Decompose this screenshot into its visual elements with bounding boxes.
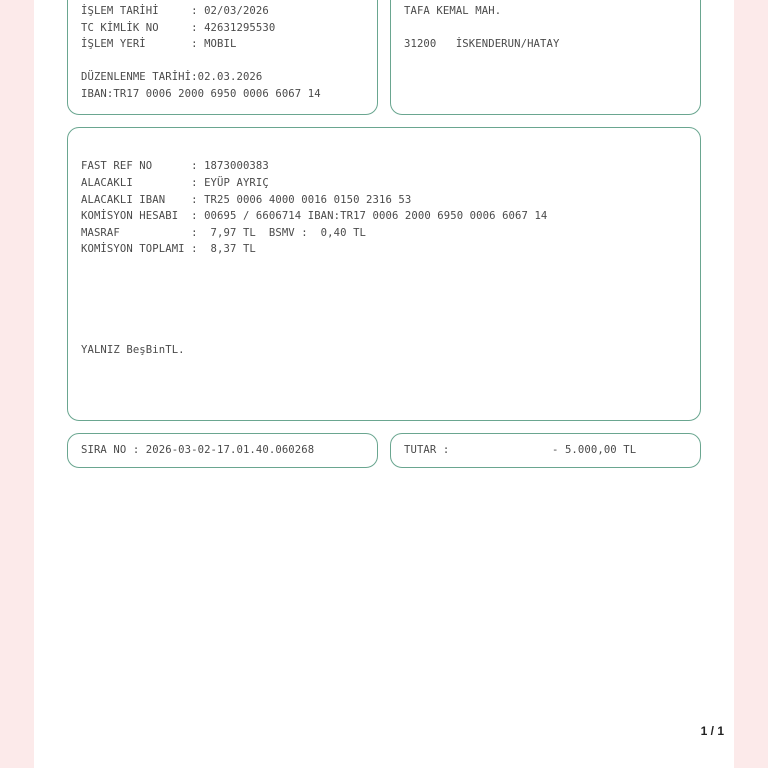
islem-yeri-line: İŞLEM YERİ : MOBIL: [81, 38, 237, 50]
transaction-info-box: [67, 0, 378, 115]
sira-no-box: [67, 433, 378, 468]
komisyon-hesabi-line: KOMİSYON HESABI : 00695 / 6606714 IBAN:TR17 0006 2000 6950 0006 6067 14: [81, 210, 548, 222]
tutar-value: - 5.000,00 TL: [552, 444, 637, 456]
receipt-page: [34, 0, 734, 768]
islem-tarihi-line: İŞLEM TARİHİ : 02/03/2026: [81, 5, 269, 17]
duzenlenme-tarihi-line: DÜZENLENME TARİHİ:02.03.2026: [81, 71, 263, 83]
komisyon-toplami-line: KOMİSYON TOPLAMI : 8,37 TL: [81, 243, 256, 255]
tc-kimlik-line: TC KİMLİK NO : 42631295530: [81, 22, 276, 34]
address-street-line: TAFA KEMAL MAH.: [404, 5, 502, 17]
alacakli-iban-line: ALACAKLI IBAN : TR25 0006 4000 0016 0150 2316 53: [81, 194, 412, 206]
sender-iban-line: IBAN:TR17 0006 2000 6950 0006 6067 14: [81, 88, 321, 100]
masraf-line: MASRAF : 7,97 TL BSMV : 0,40 TL: [81, 227, 367, 239]
page-number: 1 / 1: [700, 724, 724, 738]
alacakli-line: ALACAKLI : EYÜP AYRIÇ: [81, 177, 269, 189]
tutar-label: TUTAR :: [404, 444, 450, 456]
tutar-box: [390, 433, 701, 468]
address-city-line: 31200 İSKENDERUN/HATAY: [404, 38, 560, 50]
transfer-details-box: [67, 127, 701, 421]
address-box: [390, 0, 701, 115]
fast-ref-line: FAST REF NO : 1873000383: [81, 160, 269, 172]
sira-no-text: SIRA NO : 2026-03-02-17.01.40.060268: [81, 444, 315, 456]
amount-in-words: YALNIZ BeşBinTL.: [81, 344, 185, 356]
